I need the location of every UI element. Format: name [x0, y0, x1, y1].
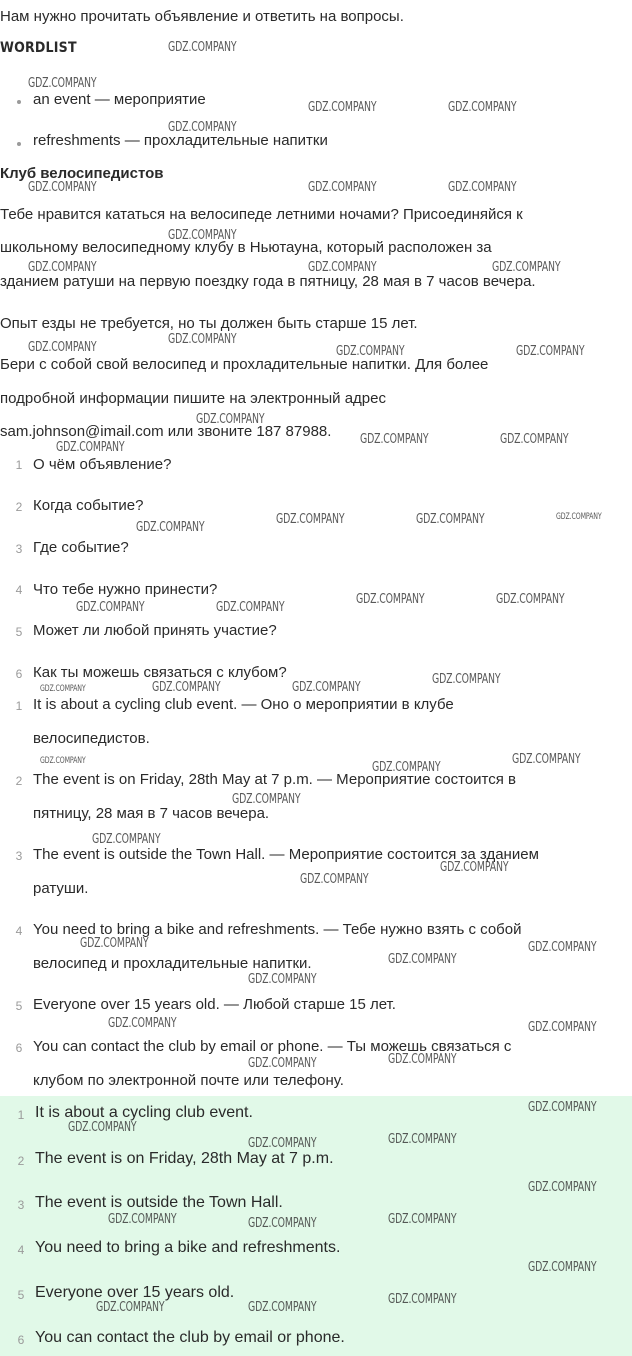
watermark-text: GDZ.COMPANY — [528, 1180, 597, 1195]
watermark-text: GDZ.COMPANY — [528, 1020, 597, 1035]
watermark-text: GDZ.COMPANY — [528, 1260, 597, 1275]
watermark-text: GDZ.COMPANY — [512, 752, 581, 767]
watermark-text: GDZ.COMPANY — [248, 1136, 317, 1151]
answer-text: ратуши. — [33, 880, 89, 897]
question-text: Как ты можешь связаться с клубом? — [33, 664, 287, 681]
final-answer-number: 5 — [17, 1288, 25, 1302]
final-answer-text: The event is outside the Town Hall. — [35, 1194, 283, 1211]
final-answer-text: The event is on Friday, 28th May at 7 p.m. — [35, 1150, 334, 1167]
final-answer-text: Everyone over 15 years old. — [35, 1284, 235, 1301]
final-answer-number: 2 — [17, 1154, 25, 1168]
ad-line: Опыт езды не требуется, но ты должен быть старше 15 лет. — [0, 315, 418, 332]
final-answer-text: You can contact the club by email or phone. — [35, 1329, 345, 1346]
wordlist-item: refreshments — прохладительные напитки — [33, 132, 328, 149]
watermark-text: GDZ.COMPANY — [516, 344, 585, 359]
watermark-text: GDZ.COMPANY — [528, 940, 597, 955]
ad-line: зданием ратуши на первую поездку года в пятницу, 28 мая в 7 часов вечера. — [0, 273, 536, 290]
watermark-text: GDZ.COMPANY — [28, 180, 97, 195]
final-answer-number: 6 — [17, 1333, 25, 1347]
watermark-text: GDZ.COMPANY — [372, 760, 441, 775]
watermark-text: GDZ.COMPANY — [500, 432, 569, 447]
wordlist-title: WORDLIST — [0, 40, 77, 56]
watermark-text: GDZ.COMPANY — [248, 1300, 317, 1315]
ad-line-contact: sam.johnson@imail.com или звоните 187 87988. — [0, 423, 332, 440]
question-number: 6 — [15, 667, 23, 681]
final-answer-number: 4 — [17, 1243, 25, 1257]
answer-number: 1 — [15, 699, 23, 713]
watermark-text: GDZ.COMPANY — [360, 432, 429, 447]
final-answer-text: It is about a cycling club event. — [35, 1104, 253, 1121]
watermark-text: GDZ.COMPANY — [76, 600, 145, 615]
watermark-text: GDZ.COMPANY — [152, 680, 221, 695]
watermark-text: GDZ.COMPANY — [492, 260, 561, 275]
ad-line: подробной информации пишите на электронный адрес — [0, 390, 386, 407]
question-number: 5 — [15, 625, 23, 639]
watermark-text: GDZ.COMPANY — [80, 936, 149, 951]
watermark-text: GDZ.COMPANY — [168, 332, 237, 347]
final-answer-text: You need to bring a bike and refreshments. — [35, 1239, 341, 1256]
watermark-text: GDZ.COMPANY — [40, 756, 86, 766]
watermark-text: GDZ.COMPANY — [108, 1212, 177, 1227]
ad-line: школьному велосипедному клубу в Ньютауна, который расположен за — [0, 239, 492, 256]
question-text: Что тебе нужно принести? — [33, 581, 218, 598]
wordlist-item: an event — мероприятие — [33, 91, 206, 108]
answer-number: 4 — [15, 924, 23, 938]
watermark-text: GDZ.COMPANY — [356, 592, 425, 607]
watermark-text: GDZ.COMPANY — [308, 260, 377, 275]
question-number: 1 — [15, 458, 23, 472]
watermark-text: GDZ.COMPANY — [168, 228, 237, 243]
watermark-text: GDZ.COMPANY — [308, 100, 377, 115]
watermark-text: GDZ.COMPANY — [528, 1100, 597, 1115]
answer-number: 2 — [15, 774, 23, 788]
answer-text: You need to bring a bike and refreshments. — Тебе нужно взять с собой — [33, 921, 522, 938]
answer-text: You can contact the club by email or phone. — Ты можешь связаться с — [33, 1038, 512, 1055]
watermark-text: GDZ.COMPANY — [168, 120, 237, 135]
ad-line: Тебе нравится кататься на велосипеде летними ночами? Присоединяйся к — [0, 206, 523, 223]
watermark-text: GDZ.COMPANY — [440, 860, 509, 875]
final-answer-number: 3 — [17, 1198, 25, 1212]
answer-text: велосипедистов. — [33, 730, 150, 747]
watermark-text: GDZ.COMPANY — [300, 872, 369, 887]
watermark-text: GDZ.COMPANY — [388, 1052, 457, 1067]
bullet-icon — [17, 100, 21, 104]
watermark-text: GDZ.COMPANY — [92, 832, 161, 847]
watermark-text: GDZ.COMPANY — [108, 1016, 177, 1031]
watermark-text: GDZ.COMPANY — [448, 180, 517, 195]
watermark-text: GDZ.COMPANY — [68, 1120, 137, 1135]
watermark-text: GDZ.COMPANY — [308, 180, 377, 195]
answer-text: клубом по электронной почте или телефону. — [33, 1072, 344, 1089]
question-text: Может ли любой принять участие? — [33, 622, 277, 639]
watermark-text: GDZ.COMPANY — [292, 680, 361, 695]
watermark-text: GDZ.COMPANY — [248, 972, 317, 987]
answer-text: The event is on Friday, 28th May at 7 p.m. — Мероприятие состоится в — [33, 771, 516, 788]
watermark-text: GDZ.COMPANY — [388, 1292, 457, 1307]
watermark-text: GDZ.COMPANY — [168, 40, 237, 55]
watermark-text: GDZ.COMPANY — [416, 512, 485, 527]
watermark-text: GDZ.COMPANY — [28, 260, 97, 275]
question-number: 2 — [15, 500, 23, 514]
answer-text: It is about a cycling club event. — Оно о мероприятии в клубе — [33, 696, 454, 713]
watermark-text: GDZ.COMPANY — [388, 1132, 457, 1147]
watermark-text: GDZ.COMPANY — [136, 520, 205, 535]
watermark-text: GDZ.COMPANY — [28, 76, 97, 91]
answer-text: велосипед и прохладительные напитки. — [33, 955, 312, 972]
final-answer-number: 1 — [17, 1108, 25, 1122]
answer-number: 6 — [15, 1041, 23, 1055]
watermark-text: GDZ.COMPANY — [28, 340, 97, 355]
watermark-text: GDZ.COMPANY — [556, 512, 602, 522]
watermark-text: GDZ.COMPANY — [388, 1212, 457, 1227]
answer-text: пятницу, 28 мая в 7 часов вечера. — [33, 805, 270, 822]
instruction-text: Нам нужно прочитать объявление и ответить на вопросы. — [0, 8, 404, 25]
watermark-text: GDZ.COMPANY — [216, 600, 285, 615]
question-text: О чём объявление? — [33, 456, 172, 473]
question-number: 4 — [15, 583, 23, 597]
watermark-text: GDZ.COMPANY — [432, 672, 501, 687]
watermark-text: GDZ.COMPANY — [56, 440, 125, 455]
question-text: Когда событие? — [33, 497, 144, 514]
watermark-text: GDZ.COMPANY — [40, 684, 86, 694]
watermark-text: GDZ.COMPANY — [336, 344, 405, 359]
bullet-icon — [17, 142, 21, 146]
watermark-text: GDZ.COMPANY — [196, 412, 265, 427]
question-number: 3 — [15, 542, 23, 556]
watermark-text: GDZ.COMPANY — [248, 1056, 317, 1071]
answer-text: The event is outside the Town Hall. — Мероприятие состоится за зданием — [33, 846, 539, 863]
question-text: Где событие? — [33, 539, 129, 556]
watermark-text: GDZ.COMPANY — [388, 952, 457, 967]
watermark-text: GDZ.COMPANY — [496, 592, 565, 607]
watermark-text: GDZ.COMPANY — [248, 1216, 317, 1231]
answer-text: Everyone over 15 years old. — Любой старше 15 лет. — [33, 996, 396, 1013]
watermark-text: GDZ.COMPANY — [448, 100, 517, 115]
watermark-text: GDZ.COMPANY — [276, 512, 345, 527]
answer-number: 3 — [15, 849, 23, 863]
ad-line: Бери с собой свой велосипед и прохладительные напитки. Для более — [0, 356, 489, 373]
watermark-text: GDZ.COMPANY — [96, 1300, 165, 1315]
answer-number: 5 — [15, 999, 23, 1013]
watermark-text: GDZ.COMPANY — [232, 792, 301, 807]
ad-title: Клуб велосипедистов — [0, 165, 164, 182]
